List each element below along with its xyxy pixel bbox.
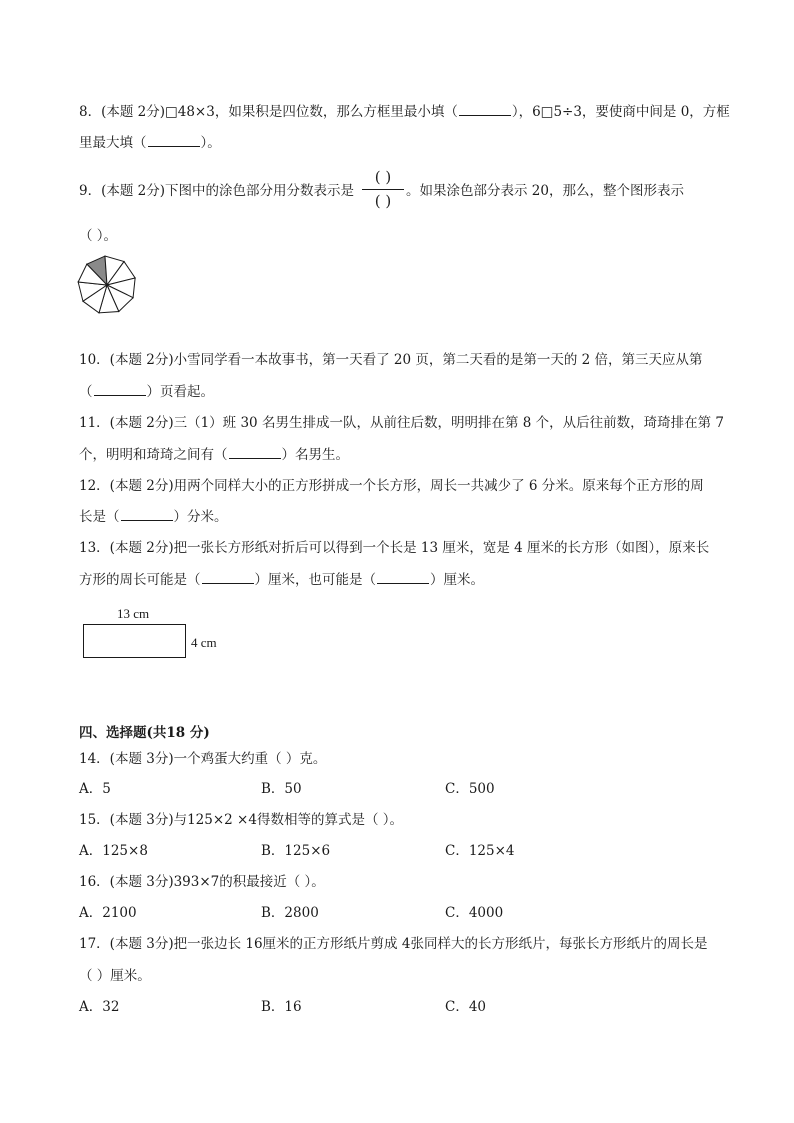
q17-line1: 17．(本题 3分)把一张边长 16厘米的正方形纸片剪成 4张同样大的长方形纸片，每张长方形纸片的周长是 xyxy=(79,936,708,952)
q17-option-b[interactable]: B．16 xyxy=(261,999,302,1015)
fraction-bar xyxy=(362,189,404,190)
q11-line1: 11．(本题 2分)三（1）班 30 名男生排成一队，从前往后数，明明排在第 8 个，从后往前数，琦琦排在第 7 xyxy=(79,415,724,431)
fraction-denominator: ( ) xyxy=(374,192,392,210)
answer-blank[interactable] xyxy=(94,383,146,396)
q12-line1: 12．(本题 2分)用两个同样大小的正方形拼成一个长方形，周长一共减少了 6 分米。原来每个正方形的周 xyxy=(79,478,704,494)
q10-line1: 10．(本题 2分)小雪同学看一本故事书，第一天看了 20 页，第二天看的是第一天的 2 倍，第三天应从第 xyxy=(79,352,703,368)
q17-option-a[interactable]: A．32 xyxy=(79,999,120,1015)
rectangle-width-label: 4 cm xyxy=(191,635,217,650)
q14-option-b[interactable]: B．50 xyxy=(261,781,302,797)
answer-blank[interactable] xyxy=(459,103,511,116)
rectangle-length-label: 13 cm xyxy=(117,606,150,621)
q16-option-a[interactable]: A．2100 xyxy=(79,905,137,921)
nonagon-figure xyxy=(75,253,139,317)
answer-blank[interactable] xyxy=(202,571,254,584)
q13-line2: 方形的周长可能是（ ）厘米，也可能是（ ）厘米。 xyxy=(79,572,484,588)
q15-option-a[interactable]: A．125×8 xyxy=(79,843,148,859)
q10-line2: （ ）页看起。 xyxy=(79,384,214,400)
q9-line2: （ ）。 xyxy=(79,228,118,244)
q13-line1: 13．(本题 2分)把一张长方形纸对折后可以得到一个长是 13 厘米，宽是 4 厘米的长方形（如图），原来长 xyxy=(79,540,710,556)
q15-stem: 15．(本题 3分)与125×2 ×4得数相等的算式是（ ）。 xyxy=(79,812,403,828)
fraction-answer-box[interactable] xyxy=(362,166,404,214)
q14-option-c[interactable]: C．500 xyxy=(445,781,495,797)
q15-option-b[interactable]: B．125×6 xyxy=(261,843,331,859)
q12-line2: 长是（ ）分米。 xyxy=(79,509,228,525)
answer-blank[interactable] xyxy=(121,508,173,521)
q17-option-c[interactable]: C．40 xyxy=(445,999,487,1015)
q11-line2: 个，明明和琦琦之间有（ ）名男生。 xyxy=(79,447,349,463)
q16-stem: 16．(本题 3分)393×7的积最接近（ ）。 xyxy=(79,874,325,890)
section-heading: 四、选择题(共18 分) xyxy=(79,725,210,741)
q14-option-a[interactable]: A．5 xyxy=(79,781,111,797)
q16-option-b[interactable]: B．2800 xyxy=(261,905,319,921)
answer-blank[interactable] xyxy=(229,446,281,459)
q8-line1: 8．(本题 2分)□48×3，如果积是四位数，那么方框里最小填（ ），6□5÷3，要使商中间是 0，方框 xyxy=(79,104,730,120)
q17-line2: （ ）厘米。 xyxy=(79,968,151,984)
q9-line1b: 。如果涂色部分表示 20，那么，整个图形表示 xyxy=(406,183,684,199)
q14-stem: 14．(本题 3分)一个鸡蛋大约重（ ）克。 xyxy=(79,751,327,767)
q16-option-c[interactable]: C．4000 xyxy=(445,905,504,921)
q8-line2: 里最大填（ ）。 xyxy=(79,135,221,151)
answer-blank[interactable] xyxy=(377,571,429,584)
answer-blank[interactable] xyxy=(148,134,200,147)
fraction-numerator: ( ) xyxy=(374,168,392,186)
q15-option-c[interactable]: C．125×4 xyxy=(445,843,515,859)
rectangle-figure xyxy=(83,624,186,658)
q9-line1a: 9．(本题 2分)下图中的涂色部分用分数表示是 xyxy=(79,183,355,199)
